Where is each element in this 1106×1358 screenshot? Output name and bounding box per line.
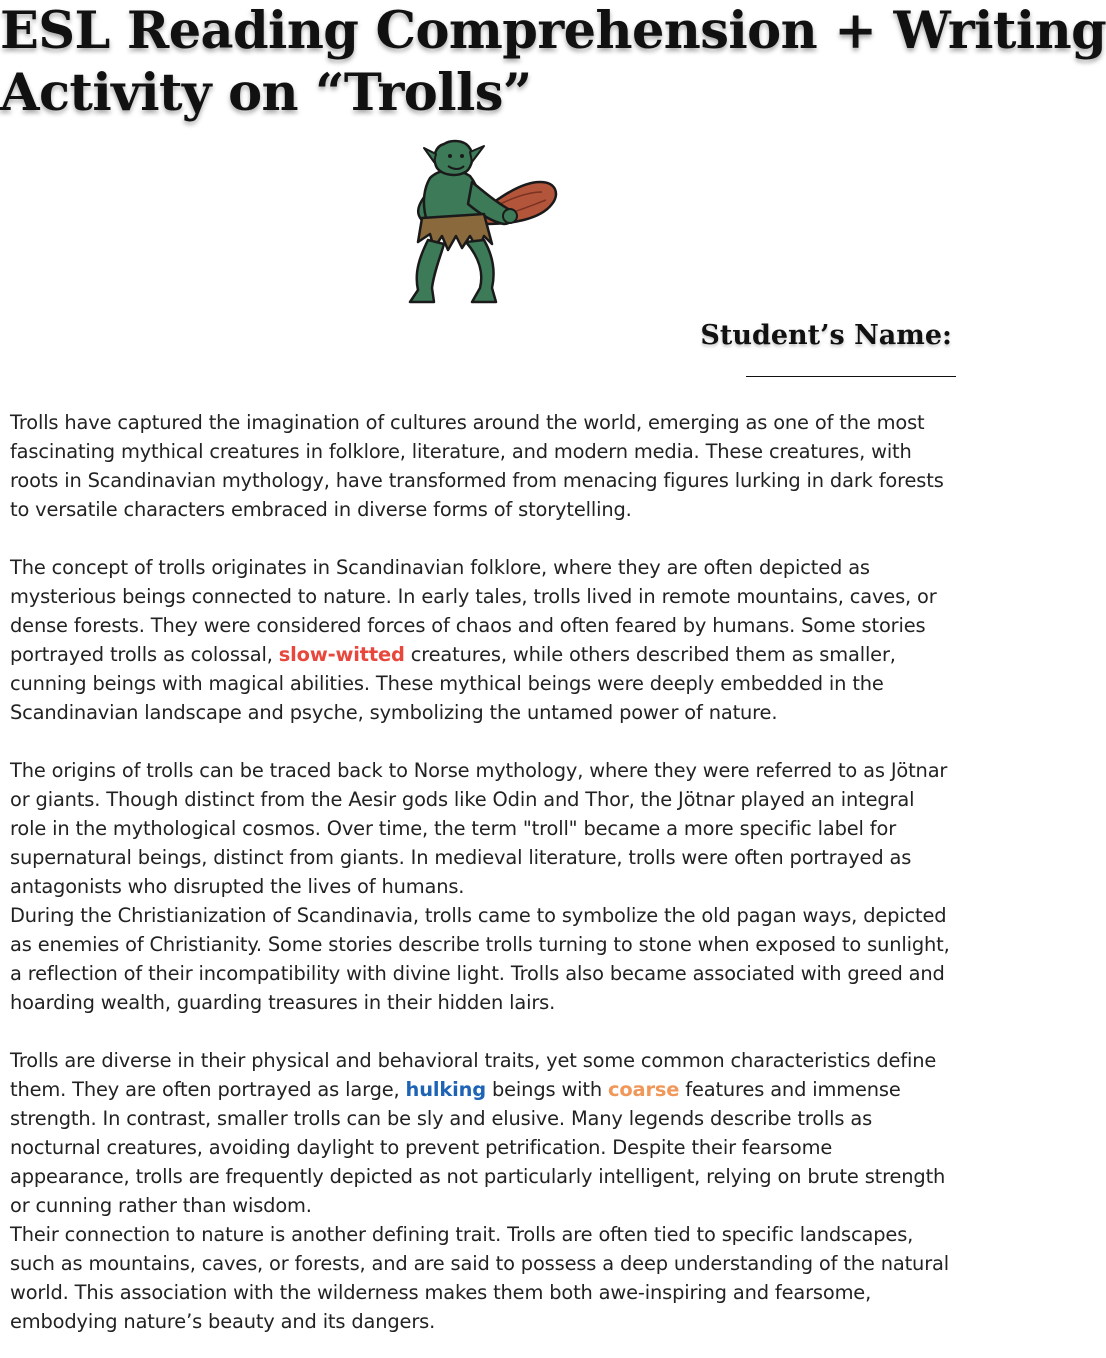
paragraph-nature: Their connection to nature is another defining trait. Trolls are often tied to specific landscapes, such as mountains, caves, or forests, and are said to possess a deep understanding of the natural world. This association with the wilderness makes them both awe-inspiring and fearsome, embodying nature’s beauty and its dangers. [10, 1223, 949, 1333]
student-name-field[interactable] [746, 376, 956, 377]
student-name-label: Student’s Name: [700, 320, 952, 351]
worksheet-title-line-1: ESL Reading Comprehension + Writing [0, 1, 1106, 61]
worksheet-title-line-2: Activity on “Trolls” [0, 63, 532, 123]
paragraph-characteristics-text-before: Trolls are diverse in their physical and behavioral traits, yet some common characteristics define them. They are often portrayed as large, [10, 1049, 937, 1101]
troll-with-club-icon [400, 132, 560, 308]
paragraph-characteristics-text-middle: beings with [485, 1078, 608, 1101]
paragraph-concept-text-before: The concept of trolls originates in Scandinavian folklore, where they are often depicted as mysterious beings connected to nature. In early tales, trolls lived in remote mountains, caves, or dense forests. They were considered forces of chaos and often feared by humans. Some stories portrayed trolls as colossal, [10, 556, 937, 666]
reading-passage [10, 408, 952, 1336]
paragraph-concept [10, 553, 952, 727]
paragraph-intro: Trolls have captured the imagination of cultures around the world, emerging as one of the most fascinating mythical creatures in folklore, literature, and modern media. These creatures, with roots in Scandinavian mythology, have transformed from menacing figures lurking in dark forests to versatile characters embraced in diverse forms of storytelling. [10, 411, 944, 521]
vocab-word-slow-witted: slow-witted [278, 643, 405, 666]
paragraph-characteristics [10, 1046, 952, 1220]
worksheet-title [0, 0, 1106, 124]
paragraph-concept-text-after: creatures, while others described them as smaller, cunning beings with magical abilities. These mythical beings were deeply embedded in the Scandinavian landscape and psyche, symbolizing the untamed power of nature. [10, 643, 896, 724]
paragraph-origins: The origins of trolls can be traced back to Norse mythology, where they were referred to as Jötnar or giants. Though distinct from the Aesir gods like Odin and Thor, the Jötnar played an integral role in the mythological cosmos. Over time, the term "troll" became a more specific label for supernatural beings, distinct from giants. In medieval literature, trolls were often portrayed as antagonists who disrupted the lives of humans. [10, 759, 948, 898]
vocab-word-hulking: hulking [405, 1078, 486, 1101]
vocab-word-coarse: coarse [608, 1078, 680, 1101]
paragraph-characteristics-text-after: features and immense strength. In contrast, smaller trolls can be sly and elusive. Many legends describe trolls as nocturnal creatures, avoiding daylight to prevent petrification. Despite their fearsome appearance, trolls are frequently depicted as not particularly intelligent, relying on brute strength or cunning rather than wisdom. [10, 1078, 946, 1217]
paragraph-christianization: During the Christianization of Scandinavia, trolls came to symbolize the old pagan ways, depicted as enemies of Christianity. Some stories describe trolls turning to stone when exposed to sunlight, a reflection of their incompatibility with divine light. Trolls also became associated with greed and hoarding wealth, guarding treasures in their hidden lairs. [10, 904, 950, 1014]
